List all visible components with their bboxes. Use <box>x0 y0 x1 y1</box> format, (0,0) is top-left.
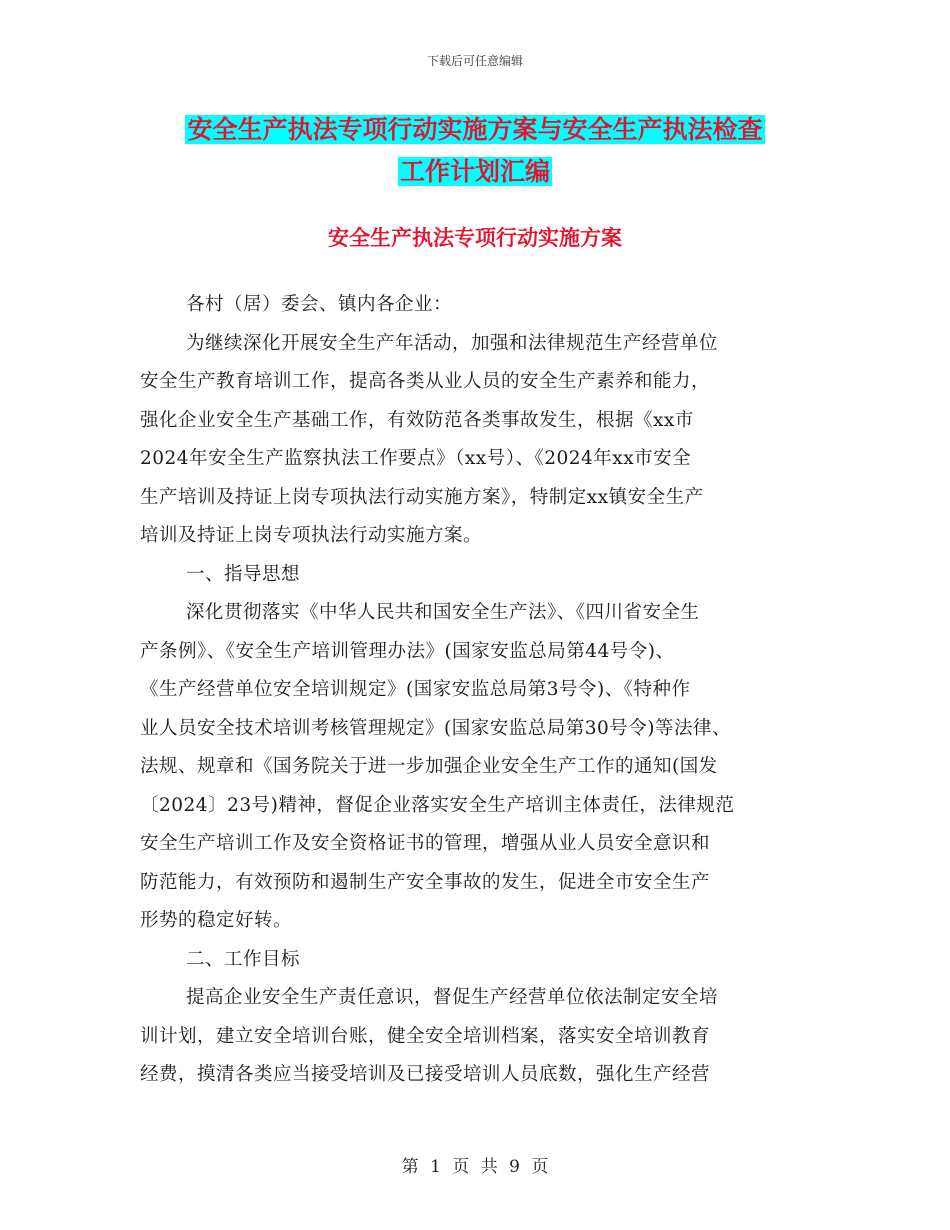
paragraph-line: 形势的稳定好转。 <box>140 910 293 931</box>
section-title: 安全生产执法专项行动实施方案 <box>328 226 622 250</box>
heading-guiding-ideology: 一、指导思想 <box>186 563 301 585</box>
paragraph-line: 强化企业安全生产基础工作，有效防范各类事故发生，根据《xx市 <box>140 409 694 431</box>
paragraph-line: 生产培训及持证上岗专项执法行动实施方案》，特制定xx镇安全生产 <box>140 486 704 508</box>
document-title-text-1: 安全生产执法专项行动实施方案与安全生产执法检查 <box>187 115 763 144</box>
paragraph-line: 培训及持证上岗专项执法行动实施方案。 <box>140 525 483 546</box>
paragraph-line: 防范能力，有效预防和遏制生产安全事故的发生，促进全市安全生产 <box>140 871 711 893</box>
paragraph-line: 2024年安全生产监察执法工作要点》（xx号）、《2024年xx市安全 <box>140 448 692 469</box>
salutation: 各村（居）委会、镇内各企业： <box>186 294 453 315</box>
page-footer: 第 1 页 共 9 页 <box>401 1157 549 1177</box>
document-title-line-2 <box>0 152 950 192</box>
header-note: 下载后可任意编辑 <box>426 54 523 68</box>
document-title-text-2: 工作计划汇编 <box>399 157 550 186</box>
paragraph-line: 〔2024〕23号)精神，督促企业落实安全生产培训主体责任，法律规范 <box>140 794 735 816</box>
document-title-line-1 <box>0 110 950 150</box>
paragraph-line: 深化贯彻落实《中华人民共和国安全生产法》、《四川省安全生 <box>186 602 700 623</box>
paragraph-line: 安全生产教育培训工作，提高各类从业人员的安全生产素养和能力， <box>140 371 711 392</box>
paragraph-line: 业人员安全技术培训考核管理规定》(国家安监总局第30号令)等法律、 <box>140 717 731 739</box>
paragraph-line: 产条例》、《安全生产培训管理办法》(国家安监总局第44号令)、 <box>140 640 675 662</box>
paragraph-line: 提高企业安全生产责任意识，督促生产经营单位依法制定安全培 <box>186 987 719 1008</box>
body-text <box>140 286 810 1095</box>
paragraph-line: 《生产经营单位安全培训规定》(国家安监总局第3号令)、《特种作 <box>140 679 691 700</box>
paragraph-line: 经费，摸清各类应当接受培训及已接受培训人员底数，强化生产经营 <box>140 1064 711 1085</box>
heading-work-goals: 二、工作目标 <box>186 948 301 970</box>
paragraph-line: 为继续深化开展安全生产年活动，加强和法律规范生产经营单位 <box>186 332 719 354</box>
paragraph-line: 法规、规章和《国务院关于进一步加强企业安全生产工作的通知(国发 <box>140 756 718 777</box>
paragraph-line: 安全生产培训工作及安全资格证书的管理，增强从业人员安全意识和 <box>140 833 711 854</box>
paragraph-line: 训计划，建立安全培训台账，健全安全培训档案，落实安全培训教育 <box>140 1025 711 1047</box>
